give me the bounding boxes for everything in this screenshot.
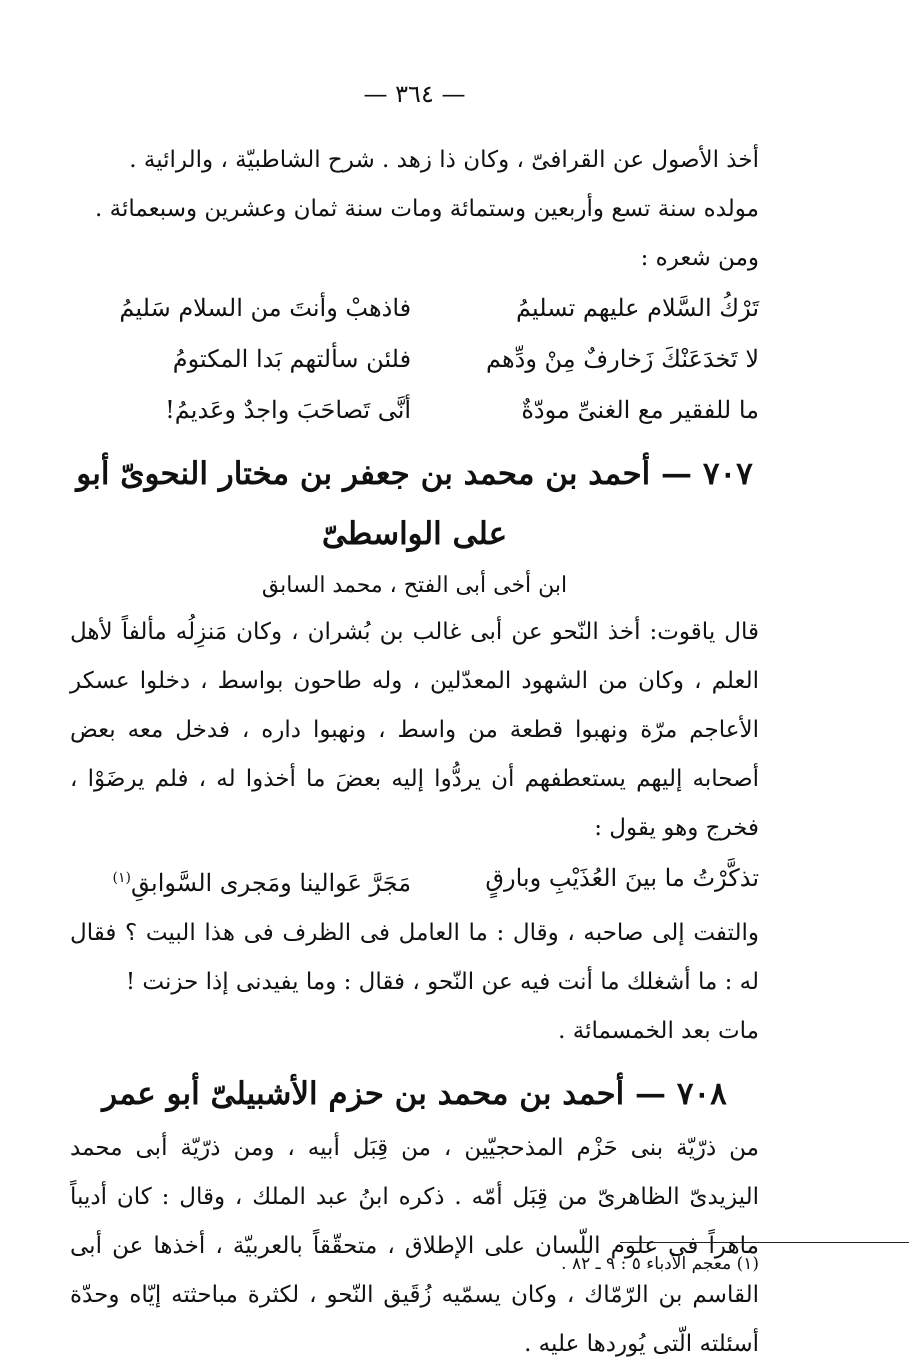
verse-hemistich-first: تذكَّرْتُ ما بينَ العُذَيْبِ وبارقٍ [485,864,759,892]
entry-708-body: من ذرّيّة بنى حَزْم المذحجيّين ، من قِبَل أبيه ، ومن ذرّيّة أبى محمد اليزيدىّ الظاهرىّ من قِبَل أمّه . ذكره ابنُ عبد الملك ، وقال : كان أديباً ماهراً فى علوم اللّسان على الإطلاق ، متحقّقاً بالعربيّة ، أخذها عن أبى القاسم بن الرّمّاك ، وكان يسمّيه زُقَيق النّحو ، لكثرة مباحثته إيّاه وحدّة أسئلته الّتى يُوردها عليه . [70,1135,759,1357]
poem-hemistich-first: ما للفقير مع الغنىِّ مودّةٌ [521,396,759,424]
footnote: (١) معجم الأدباء ٥ : ٩ ـ ٨٢ . [561,1254,759,1274]
intro-line-3: ومن شعره : [640,245,759,271]
poem-hemistich-second: فلئن سألتهم بَدا المكتومُ [172,345,412,373]
entry-707-heading: ٧٠٧ — أحمد بن محمد بن جعفر بن مختار النحوىّ أبو على الواسطىّ [76,456,753,552]
verse-hemistich-second [90,853,411,909]
poem [70,283,759,436]
entry-708-heading: ٧٠٨ — أحمد بن محمد بن حزم الأشبيلىّ أبو عمر [102,1076,727,1112]
poem-hemistich-second: فاذهبْ وأنتَ من السلام سَليمُ [119,294,412,322]
intro-line-2: مولده سنة تسع وأربعين وستمائة ومات سنة ثمان وعشرين وسبعمائة . [95,196,759,222]
entry-707-verse [70,853,759,909]
entry-707-subheading: ابن أخى أبى الفتح ، محمد السابق [261,573,568,598]
poem-verse [70,334,759,385]
poem-hemistich-first: لا تَخدَعَنْكَ زَخارفٌ مِنْ ودِّهم [486,345,759,373]
entry-707-death: مات بعد الخمسمائة . [558,1018,759,1044]
poem-hemistich-second: أنَّى تَصاحَبَ واجدٌ وعَديمُ! [165,396,412,424]
poem-verse [70,283,759,334]
intro-line-1: أخذ الأصول عن القرافىّ ، وكان ذا زهد . شرح الشاطبيّة ، والرائية . [129,147,759,173]
footnote-divider [620,1242,909,1243]
footnote-marker: (١) [112,870,132,886]
entry-707-body: قال ياقوت: أخذ النّحو عن أبى غالب بن بُشران ، وكان مَنزِلُه مألفاً لأهل العلم ، وكان من الشهود المعدّلين ، وله طاحون بواسط ، دخلوا عسكر الأعاجم مرّة ونهبوا قطعة من واسط ، ونهبوا داره ، فدخل معه بعض أصحابه إليهم يستعطفهم أن يردُّوا إليه بعضَ ما أخذوا له ، فلم يرضَوْا ، فخرج وهو يقول : [70,619,759,841]
page-number: — ٣٦٤ — [363,80,466,108]
poem-verse [70,385,759,436]
verse-hemistich-second-text: مَجَرَّ عَوالينا ومَجرى السَّوابقِ [131,869,412,897]
poem-hemistich-first: تَرْكُ السَّلام عليهم تسليمُ [516,294,759,322]
entry-707-after: والتفت إلى صاحبه ، وقال : ما العامل فى الظرف فى هذا البيت ؟ فقال له : ما أشغلك ما أنت فيه عن النّحو ، فقال : وما يفيدنى إذا حزنت ! [70,920,759,995]
